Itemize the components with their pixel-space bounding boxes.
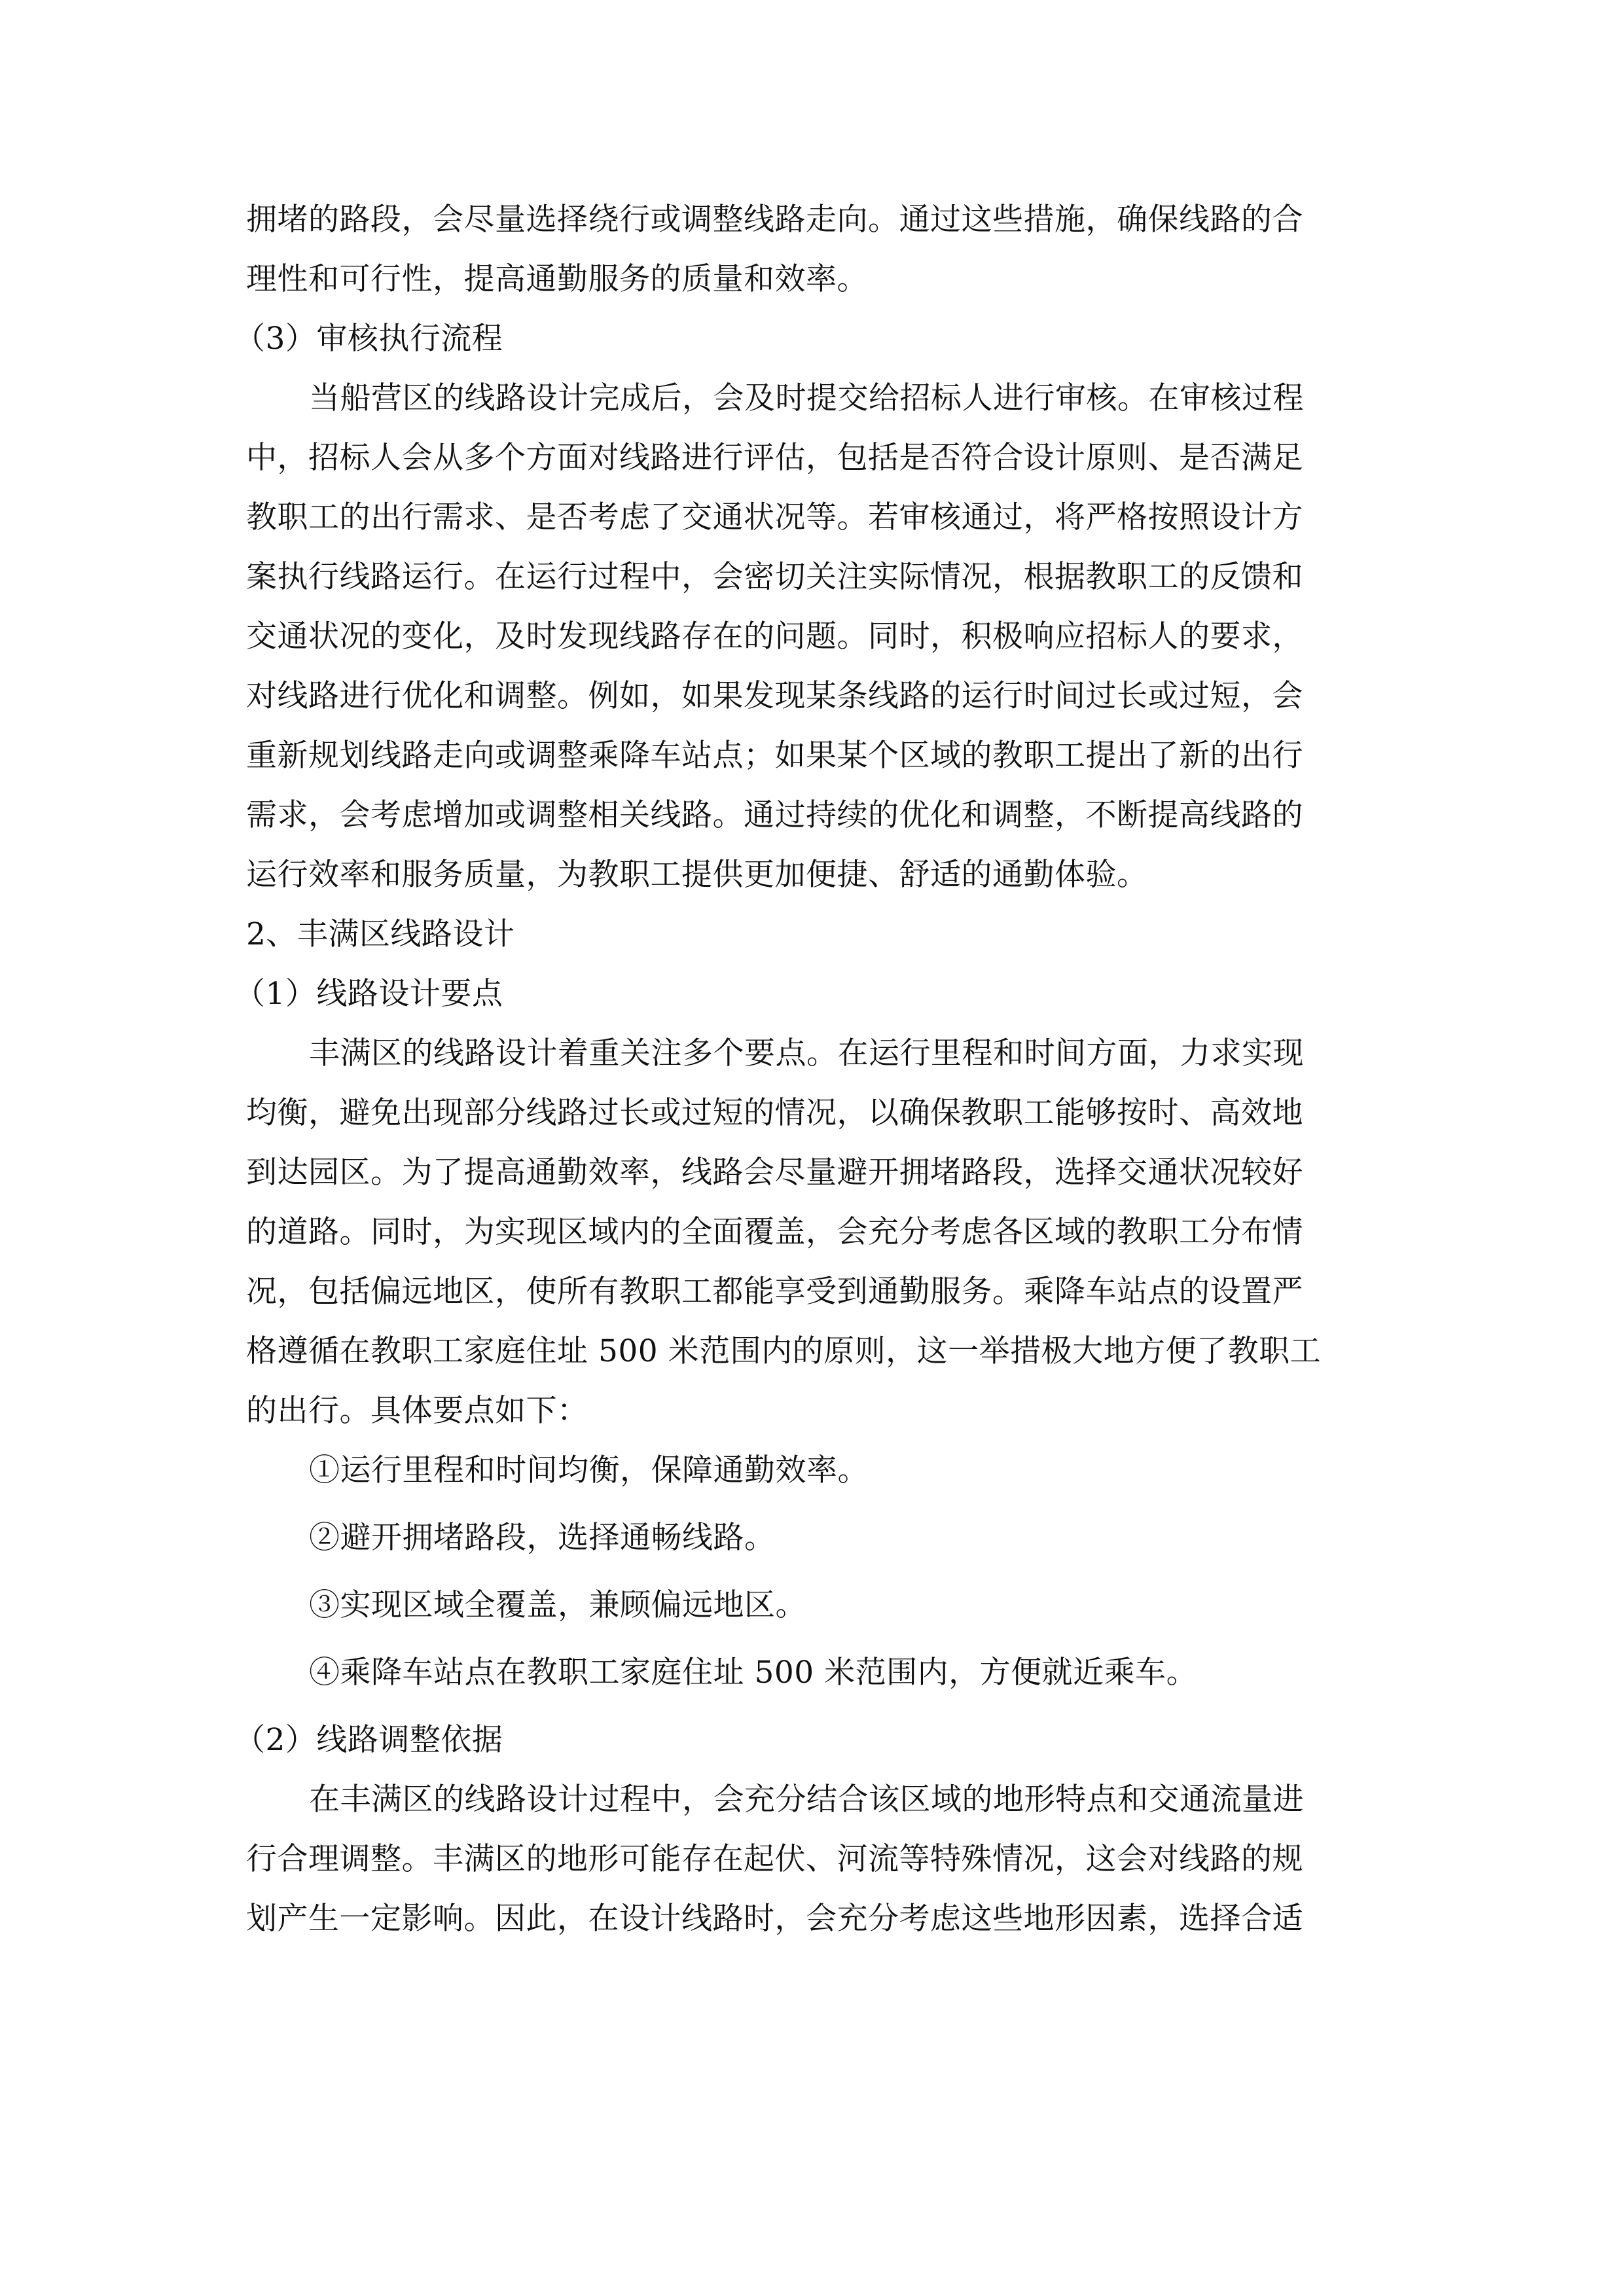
subsection-heading: （1）线路设计要点 bbox=[234, 976, 503, 1012]
text-line: 教职工的出行需求、是否考虑了交通状况等。若审核通过，将严格按照设计方 bbox=[246, 499, 1303, 535]
list-item: ②避开拥堵路段，选择通畅线路。 bbox=[309, 1520, 776, 1556]
text-line: 案执行线路运行。在运行过程中，会密切关注实际情况，根据教职工的反馈和 bbox=[246, 559, 1303, 595]
block-para bbox=[246, 1770, 1379, 1948]
block-item bbox=[246, 1508, 1379, 1575]
block-para bbox=[246, 1024, 1379, 1441]
list-item: ③实现区域全覆盖，兼顾偏远地区。 bbox=[309, 1587, 806, 1623]
block-item bbox=[246, 1441, 1379, 1508]
list-item: ①运行里程和时间均衡，保障通勤效率。 bbox=[309, 1452, 869, 1488]
block-item bbox=[246, 1575, 1379, 1643]
text-line: 需求，会考虑增加或调整相关线路。通过持续的优化和调整，不断提高线路的 bbox=[246, 797, 1303, 833]
text-line: 格遵循在教职工家庭住址 500 米范围内的原则，这一举措极大地方便了教职工 bbox=[246, 1333, 1322, 1369]
section-heading: 2、丰满区线路设计 bbox=[246, 916, 515, 952]
text-line: 到达园区。为了提高通勤效率，线路会尽量避开拥堵路段，选择交通状况较好 bbox=[246, 1155, 1303, 1191]
text-line: 运行效率和服务质量，为教职工提供更加便捷、舒适的通勤体验。 bbox=[246, 857, 1148, 893]
block-subhead bbox=[234, 1710, 1379, 1770]
text-line: 的道路。同时，为实现区域内的全面覆盖，会充分考虑各区域的教职工分布情 bbox=[246, 1214, 1303, 1250]
text-line: 况，包括偏远地区，使所有教职工都能享受到通勤服务。乘降车站点的设置严 bbox=[246, 1274, 1303, 1310]
text-line: 在丰满区的线路设计过程中，会充分结合该区域的地形特点和交通流量进 bbox=[309, 1782, 1304, 1818]
text-line: 对线路进行优化和调整。例如，如果发现某条线路的运行时间过长或过短，会 bbox=[246, 678, 1303, 714]
subsection-heading: （3）审核执行流程 bbox=[234, 321, 503, 357]
text-line: 重新规划线路走向或调整乘降车站点；如果某个区域的教职工提出了新的出行 bbox=[246, 738, 1303, 774]
block-body bbox=[246, 190, 1379, 309]
block-subhead bbox=[234, 964, 1379, 1024]
text-line: 交通状况的变化，及时发现线路存在的问题。同时，积极响应招标人的要求， bbox=[246, 619, 1303, 655]
text-line: 均衡，避免出现部分线路过长或过短的情况，以确保教职工能够按时、高效地 bbox=[246, 1095, 1303, 1131]
subsection-heading: （2）线路调整依据 bbox=[234, 1722, 503, 1758]
list-item: ④乘降车站点在教职工家庭住址 500 米范围内，方便就近乘车。 bbox=[309, 1655, 1198, 1691]
text-line: 行合理调整。丰满区的地形可能存在起伏、河流等特殊情况，这会对线路的规 bbox=[246, 1841, 1303, 1877]
text-line: 当船营区的线路设计完成后，会及时提交给招标人进行审核。在审核过程 bbox=[309, 380, 1304, 416]
block-subhead bbox=[234, 309, 1379, 368]
text-line: 划产生一定影响。因此，在设计线路时，会充分考虑这些地形因素，选择合适 bbox=[246, 1901, 1303, 1937]
text-line: 理性和可行性，提高通勤服务的质量和效率。 bbox=[246, 261, 868, 297]
text-line: 拥堵的路段，会尽量选择绕行或调整线路走向。通过这些措施，确保线路的合 bbox=[246, 202, 1303, 238]
text-line: 丰满区的线路设计着重关注多个要点。在运行里程和时间方面，力求实现 bbox=[309, 1035, 1304, 1071]
block-para bbox=[246, 368, 1379, 905]
text-line: 的出行。具体要点如下： bbox=[246, 1393, 588, 1429]
document-page bbox=[234, 190, 1379, 1948]
block-item bbox=[246, 1643, 1379, 1710]
text-line: 中，招标人会从多个方面对线路进行评估，包括是否符合设计原则、是否满足 bbox=[246, 440, 1303, 476]
block-heading bbox=[246, 905, 1379, 964]
document-body bbox=[234, 190, 1379, 1948]
